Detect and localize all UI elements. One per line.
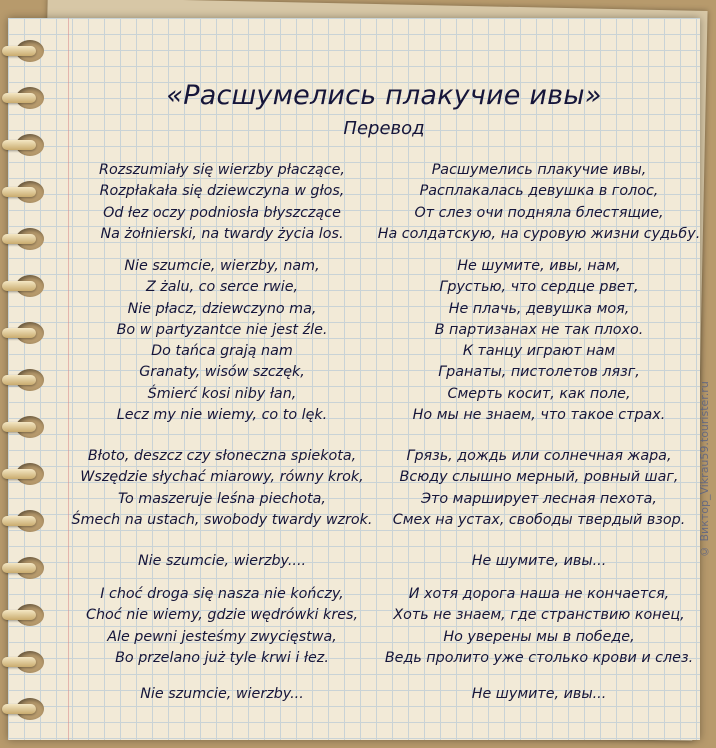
- photo-watermark: © Виктор_Vikrau59.tourister.ru: [698, 381, 711, 558]
- polish-stanza: [68, 446, 376, 531]
- russian-line: От слез очи подняла блестящие,: [414, 204, 664, 221]
- polish-line: Na żołnierski, na twardy życia los.: [100, 225, 344, 242]
- russian-line: Но мы не знаем, что такое страх.: [412, 407, 666, 424]
- russian-stanza: [366, 584, 712, 669]
- polish-line: Wszędzie słychać miarowy, równy krok,: [80, 469, 364, 486]
- polish-line: Lecz my nie wiemy, co to lęk.: [116, 407, 328, 424]
- russian-line: В партизанах не так плохо.: [434, 321, 644, 338]
- polish-line: Śmech na ustach, swobody twardy wzrok.: [71, 511, 373, 528]
- binding-ring: [2, 328, 36, 338]
- russian-line: Но уверены мы в победе,: [443, 628, 635, 645]
- russian-stanza: [366, 551, 712, 572]
- russian-line: Расшумелись плакучие ивы,: [431, 162, 647, 178]
- polish-line: I choć droga się nasza nie kończy,: [100, 586, 344, 602]
- polish-line: Z żalu, co serce rwie,: [145, 279, 299, 296]
- russian-line: Это марширует лесная пехота,: [421, 490, 657, 507]
- polish-line: Bo w partyzantce nie jest źle.: [116, 321, 328, 338]
- russian-line: И хотя дорога наша не кончается,: [408, 586, 670, 602]
- binding-ring: [2, 234, 36, 244]
- russian-line: Грустью, что сердце рвет,: [439, 279, 639, 296]
- polish-line: Nie szumcie, wierzby....: [137, 553, 307, 569]
- polish-line: Błoto, deszcz czy słoneczna spiekota,: [87, 448, 357, 464]
- russian-line: Не плачь, девушка моя,: [448, 300, 630, 317]
- polish-line: Rozszumiały się wierzby płaczące,: [99, 162, 345, 178]
- binding-ring: [2, 281, 36, 291]
- russian-line: Гранаты, пистолетов лязг,: [438, 364, 640, 381]
- polish-line: Granaty, wisów szczęk,: [139, 364, 305, 381]
- russian-stanza: [366, 684, 712, 705]
- binding-ring: [2, 140, 36, 150]
- binding-ring: [2, 563, 36, 573]
- polish-stanza: [68, 256, 376, 426]
- russian-line: Не шумите, ивы, нам,: [457, 258, 621, 274]
- polish-line: Choć nie wiemy, gdzie wędrówki kres,: [86, 607, 358, 624]
- binding-ring: [2, 657, 36, 667]
- polish-stanza: [68, 551, 376, 572]
- binding-ring: [2, 93, 36, 103]
- binding-ring: [2, 422, 36, 432]
- page-subtitle: Перевод: [343, 118, 425, 139]
- russian-line: Смех на устах, свободы твердый взор.: [392, 511, 686, 528]
- polish-line: Nie szumcie, wierzby...: [140, 686, 304, 702]
- binding-ring: [2, 46, 36, 56]
- polish-line: Nie płacz, dziewczyno ma,: [127, 300, 317, 317]
- russian-line: Не шумите, ивы...: [471, 686, 607, 702]
- binding-ring: [2, 610, 36, 620]
- polish-stanza: [68, 684, 376, 705]
- russian-line: Смерть косит, как поле,: [447, 385, 631, 402]
- russian-line: Расплакалась девушка в голос,: [419, 183, 659, 200]
- polish-stanza: [68, 584, 376, 669]
- polish-line: Bo przelano już tyle krwi i łez.: [115, 649, 329, 666]
- russian-stanza: [366, 256, 712, 426]
- polish-line: Śmierć kosi niby łan,: [147, 385, 297, 402]
- russian-line: Не шумите, ивы...: [471, 553, 607, 569]
- page-title: «Расшумелись плакучие ивы»: [166, 80, 602, 111]
- binding-ring: [2, 704, 36, 714]
- russian-line: К танцу играют нам: [462, 343, 616, 360]
- polish-stanza: [68, 160, 376, 245]
- polish-line: Od łez oczy podniosła błyszczące: [103, 204, 341, 221]
- binding-holes: [8, 18, 68, 740]
- russian-line: Грязь, дождь или солнечная жара,: [406, 448, 672, 464]
- polish-line: Nie szumcie, wierzby, nam,: [124, 258, 320, 274]
- russian-line: Хоть не знаем, где странствию конец,: [393, 607, 685, 624]
- polish-line: To maszeruje leśna piechota,: [118, 490, 326, 507]
- polish-line: Rozpłakała się dziewczyna w głos,: [99, 183, 345, 200]
- polish-line: Ale pewni jesteśmy zwycięstwa,: [107, 628, 337, 645]
- russian-line: Ведь пролито уже столько крови и слез.: [384, 649, 694, 666]
- russian-stanza: [366, 446, 712, 531]
- binding-ring: [2, 469, 36, 479]
- russian-stanza: [366, 160, 712, 245]
- notebook-page: [8, 18, 711, 740]
- russian-line: На солдатскую, на суровую жизни судьбу.: [377, 225, 701, 242]
- binding-ring: [2, 375, 36, 385]
- binding-ring: [2, 187, 36, 197]
- polish-line: Do tańca grają nam: [151, 343, 293, 360]
- binding-ring: [2, 516, 36, 526]
- russian-line: Всюду слышно мерный, ровный шаг,: [399, 469, 679, 486]
